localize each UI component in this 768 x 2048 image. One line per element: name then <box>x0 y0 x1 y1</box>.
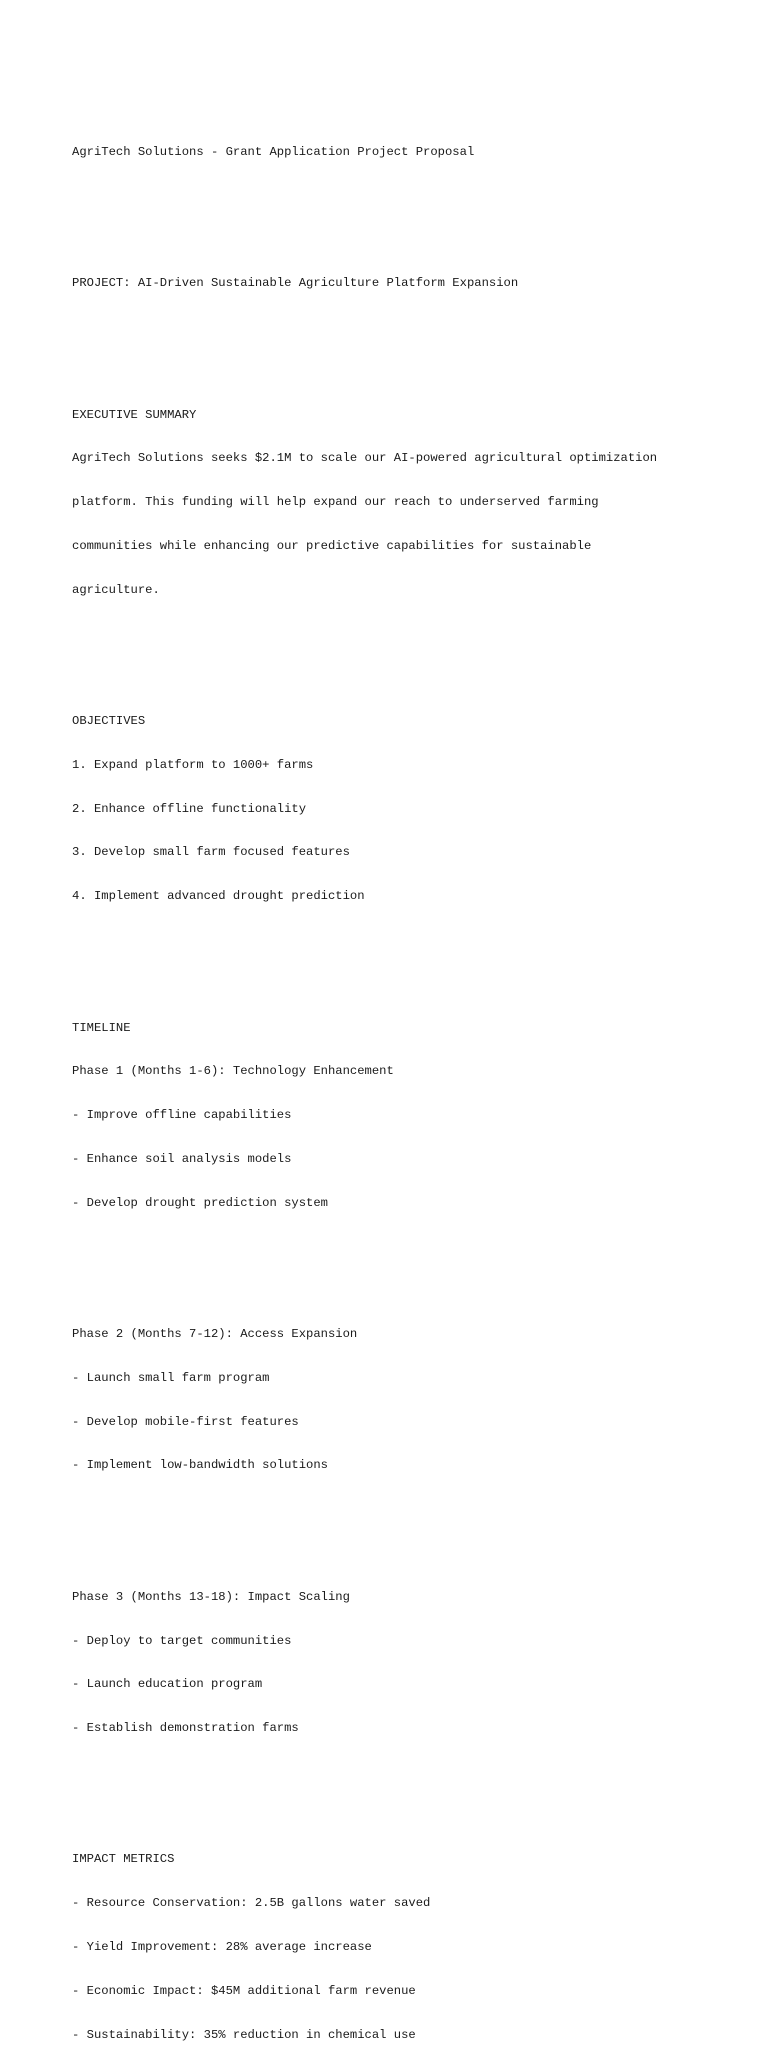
objective-item: 4. Implement advanced drought prediction <box>72 889 365 904</box>
phase-item: - Improve offline capabilities <box>72 1108 292 1123</box>
phase-item: - Launch small farm program <box>72 1370 270 1385</box>
phase-title: Phase 1 (Months 1-6): Technology Enhancement <box>72 1064 394 1079</box>
objectives-section <box>72 685 712 933</box>
document-header-block <box>72 116 712 189</box>
phase-item: - Deploy to target communities <box>72 1633 292 1648</box>
phase-title: Phase 3 (Months 13-18): Impact Scaling <box>72 1589 350 1604</box>
impact-metric-item: - Economic Impact: $45M additional farm revenue <box>72 1983 416 1998</box>
project-title: PROJECT: AI-Driven Sustainable Agriculture Platform Expansion <box>72 276 519 291</box>
project-title-block <box>72 247 712 320</box>
executive-summary-heading: EXECUTIVE SUMMARY <box>72 407 197 422</box>
document-page <box>72 72 712 2048</box>
executive-summary-line: platform. This funding will help expand our reach to underserved farming <box>72 495 599 510</box>
phase-item: - Establish demonstration farms <box>72 1721 299 1736</box>
phase-item: - Develop drought prediction system <box>72 1195 328 1210</box>
impact-metrics-section <box>72 1823 712 2048</box>
document-header: AgriTech Solutions - Grant Application Project Proposal <box>72 144 475 159</box>
executive-summary-line: agriculture. <box>72 582 160 597</box>
objective-item: 1. Expand platform to 1000+ farms <box>72 757 314 772</box>
executive-summary-line: AgriTech Solutions seeks $2.1M to scale our AI-powered agricultural optimization <box>72 451 658 466</box>
impact-metric-item: - Yield Improvement: 28% average increase <box>72 1940 372 1954</box>
executive-summary-section <box>72 378 712 626</box>
phase-item: - Implement low-bandwidth solutions <box>72 1458 328 1473</box>
impact-metric-item: - Resource Conservation: 2.5B gallons water saved <box>72 1896 431 1911</box>
impact-metrics-heading: IMPACT METRICS <box>72 1852 175 1867</box>
objective-item: 2. Enhance offline functionality <box>72 801 307 816</box>
phase-item: - Launch education program <box>72 1677 263 1692</box>
timeline-phase-2 <box>72 1298 712 1502</box>
timeline-phase-3 <box>72 1561 712 1765</box>
objectives-heading: OBJECTIVES <box>72 714 146 729</box>
objective-item: 3. Develop small farm focused features <box>72 845 350 860</box>
executive-summary-line: communities while enhancing our predictive capabilities for sustainable <box>72 539 592 553</box>
phase-title: Phase 2 (Months 7-12): Access Expansion <box>72 1327 358 1342</box>
impact-metric-item: - Sustainability: 35% reduction in chemical use <box>72 2027 416 2042</box>
phase-item: - Enhance soil analysis models <box>72 1151 292 1166</box>
timeline-heading: TIMELINE <box>72 1020 131 1035</box>
timeline-phase-1 <box>72 991 712 1239</box>
phase-item: - Develop mobile-first features <box>72 1414 299 1429</box>
